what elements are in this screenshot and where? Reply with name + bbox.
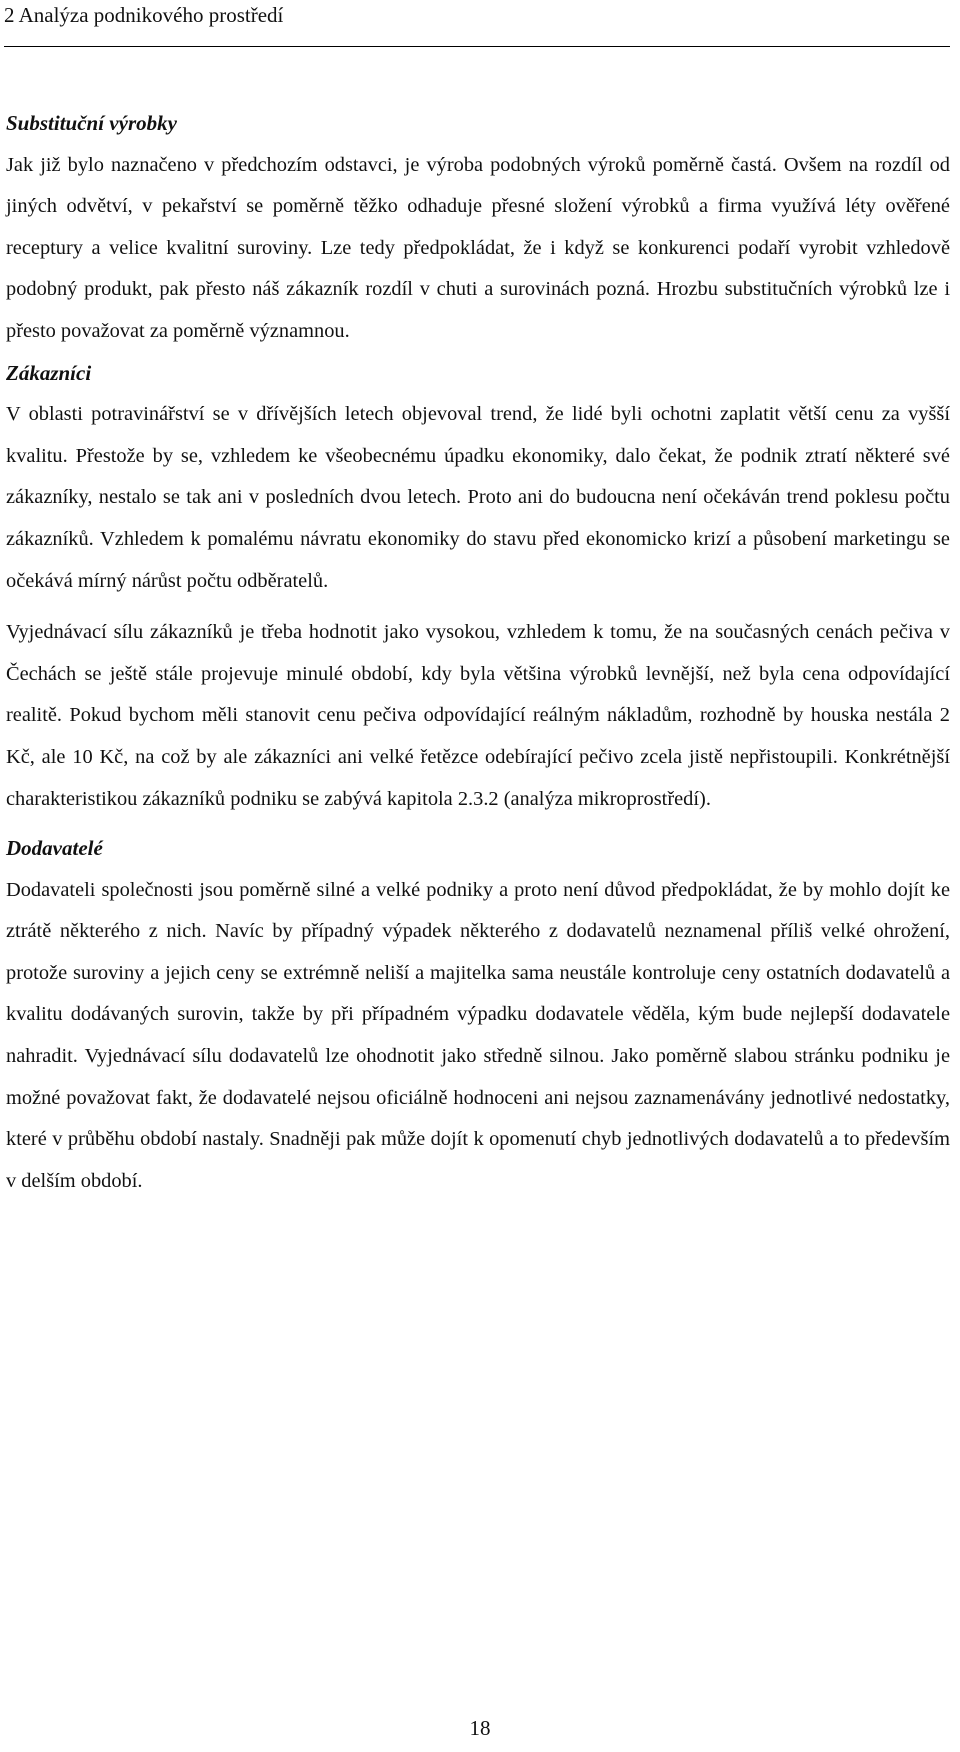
running-header <box>4 0 950 47</box>
section-heading-substitutes: Substituční výrobky <box>6 111 177 135</box>
section-substitutes <box>6 103 950 353</box>
page-number: 18 <box>469 1716 491 1740</box>
section-suppliers <box>6 828 950 1202</box>
paragraph-customers-trend: V oblasti potravinářství se v dřívějších letech objevoval trend, že lidé byli ochotni zaplatit větší cenu za vyšší kvalitu. Přestože by se, vzhledem ke všeobecnému úpadku ekonomiky, dalo čekat, že podnik ztratí některé své zákazníky, nestalo se tak ani v posledních dvou letech. Proto ani do budoucna není očekáván trend poklesu počtu zákazníků. Vzhledem k pomalému návratu ekonomiky do stavu před ekonomicko krizí a působení marketingu se očekává mírný nárůst počtu odběratelů. <box>6 403 950 592</box>
page-body <box>6 103 950 1202</box>
section-heading-customers: Zákazníci <box>6 360 92 385</box>
chapter-title: 2 Analýza podnikového prostředí <box>4 3 284 27</box>
paragraph-customers-bargaining: Vyjednávací sílu zákazníků je třeba hodnotit jako vysokou, vzhledem k tomu, že na současných cenách pečiva v Čechách se ještě stále projevuje minulé období, kdy byla většina výrobků levnější, než byla cena odpovídající realitě. Pokud bychom měli stanovit cenu pečiva odpovídající reálným nákladům, rozhodně by houska nestála 2 Kč, ale 10 Kč, na což by ale zákazníci ani velké řetězce odebírající pečivo zcela jistě nepřistoupili. Konkrétnější charakteristikou zákazníků podniku se zabývá kapitola 2.3.2 (analýza mikroprostředí). <box>6 621 950 810</box>
section-customers <box>6 353 950 821</box>
section-heading-suppliers: Dodavatelé <box>6 836 103 861</box>
paragraph-substitutes: Jak již bylo naznačeno v předchozím odstavci, je výroba podobných výroků poměrně častá. Ovšem na rozdíl od jiných odvětví, v pekařství se poměrně těžko odhaduje přesné složení výrobků a firma využívá léty ověřené receptury a velice kvalitní suroviny. Lze tedy předpokládat, že i když se konkurenci podaří vyrobit vzhledově podobný produkt, pak přesto náš zákazník rozdíl v chuti a surovinách pozná. Hrozbu substitučních výrobků lze i přesto považovat za poměrně významnou. <box>6 153 950 342</box>
paragraph-suppliers: Dodavateli společnosti jsou poměrně silné a velké podniky a proto není důvod předpokládat, že by mohlo dojít ke ztrátě některého z nich. Navíc by případný výpadek některého z dodavatelů neznamenal příliš velké ohrožení, protože suroviny a jejich ceny se extrémně neliší a majitelka sama neustále kontroluje ceny ostatních dodavatelů a kvalitu dodávaných surovin, takže by při případném výpadku dodavatele věděla, kým bude nejlepší dodavatele nahradit. Vyjednávací sílu dodavatelů lze ohodnotit jako středně silnou. Jako poměrně slabou stránku podniku je možné považovat fakt, že dodavatelé nejsou oficiálně hodnoceni ani nejsou zaznamenávány jednotlivé nedostatky, které v průběhu období nastaly. Snadněji pak může dojít k opomenutí chyb jednotlivých dodavatelů a to především v delším období. <box>6 878 950 1192</box>
